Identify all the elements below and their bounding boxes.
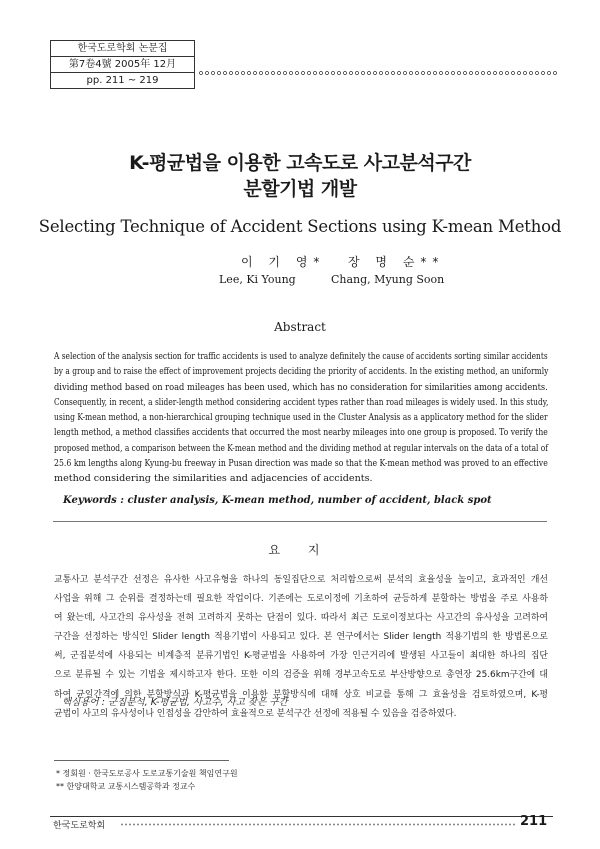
korean-abstract-line: 으로 분류될 수 있는 기법을 제시하고자 한다. 또한 이의 검증을 위해 경부고속도로 부산방향으로 총연장 25.6km구간에 대 [54,670,548,681]
korean-title-line1: K-평균법을 이용한 고속도로 사고분석구간 [129,152,471,174]
abstract-line: proposed method, a comparison between the K-mean method and the dividing method at regular intervals on the data of a total of [54,442,549,454]
footnote-1: * 정회원 · 한국도로공사 도로교통기술원 책임연구원 [56,769,238,778]
abstract-line: method considering the similarities and adjacencies of accidents. [54,473,373,485]
section-divider [53,521,547,522]
abstract-heading: Abstract [274,320,326,334]
korean-abstract-heading: 요 지 [268,543,332,557]
korean-abstract-line: 사업을 위해 그 순위를 결정하는데 필요한 작업이다. 기존에는 도로이정에 기초하여 균등하게 분할하는 방법을 주로 사용하 [54,594,548,605]
journal-volume: 第7卷4號 2005年 12月 [51,57,194,73]
author-1-english: Lee, Ki Young [219,273,296,286]
abstract-line: 25.6 km lengths along Kyung-bu freeway in Pusan direction was made so that the K-mean method was proved to an effective [54,458,548,470]
abstract-line: dividing method based on road mileages has been used, which has no consideration for similarities among accidents. [54,381,548,393]
footnote-rule [54,760,229,761]
korean-abstract-line: 여 왔는데, 사고간의 유사성을 전혀 고려하지 못하는 단점이 있다. 따라서 최근 도로이정보다는 사고간의 유사성을 고려하여 [54,613,548,624]
korean-abstract-line: 하여 균일간격에 의한 분할방식과 K-평균법을 이용한 분할방식에 대해 상호 비교를 통해 그 효율성을 검토하였으며, K-평 [54,689,548,700]
journal-info-box [50,40,195,89]
korean-abstract-line: 균법이 사고의 유사성이나 인접성을 감안하여 효율적으로 분석구간 선정에 적용될 수 있음을 검증하였다. [54,708,457,719]
journal-pages: pp. 211 ~ 219 [86,75,159,86]
footnote-2: ** 한양대학교 교통시스템공학과 정교수 [56,782,196,791]
author-2-korean: 장 명 순** [348,255,445,269]
korean-title-line2: 분할기법 개발 [243,178,357,200]
english-title: Selecting Technique of Accident Sections using K-mean Method [38,217,562,236]
footer-journal-name: 한국도로학회 [53,821,106,831]
abstract-line: A selection of the analysis section for traffic accidents is used to analyze definitely the cause of accidents sorting similar accidents [54,351,548,362]
korean-abstract-line: 구간을 선정하는 방식인 Slider length 적용기법이 사용되고 있다. 본 연구에서는 Slider length 적용기법의 한 방법론으로 [54,632,548,643]
abstract-line: using K-mean method, a non-hierarchical grouping technique used in the Cluster Analysis as a applicatory method for the slider [54,412,548,424]
korean-keywords: 핵심용어 : 군집분석, K-평균법, 사고수, 사고 잦은 구간 [62,697,288,708]
page-number: 211 [520,814,548,829]
footer-rule [50,816,553,817]
korean-abstract-line: 써, 군집분석에 사용되는 비계층적 분류기법인 K-평균법을 사용하여 가장 인근거리에 발생된 사고들이 최대한 하나의 집단 [54,651,548,662]
korean-abstract-line: 교통사고 분석구간 선정은 유사한 사고유형을 하나의 동일집단으로 처리함으로써 분석의 효율성을 높이고, 효과적인 개선 [54,575,548,585]
footer-dotted-rule [120,822,515,827]
abstract-body [54,349,548,487]
author-2-english: Chang, Myung Soon [331,273,445,286]
header-dotted-rule [198,70,558,76]
abstract-line: length method, a method classifies accidents that occurred the most nearby mileages into one group is proposed. To verify the [54,427,548,439]
abstract-keywords: Keywords : cluster analysis, K-mean method, number of accident, black spot [63,495,492,506]
abstract-line: by a group and to raise the effect of improvement projects deciding the priority of accidents. In the existing method, an uniformly [54,366,549,378]
abstract-line: Consequently, in recent, a slider-length method considering accident types rather than road mileages is widely used. In this study, [54,396,549,408]
author-1-korean: 이 기 영* [241,255,326,269]
journal-name: 한국도로학회 논문집 [51,41,194,57]
